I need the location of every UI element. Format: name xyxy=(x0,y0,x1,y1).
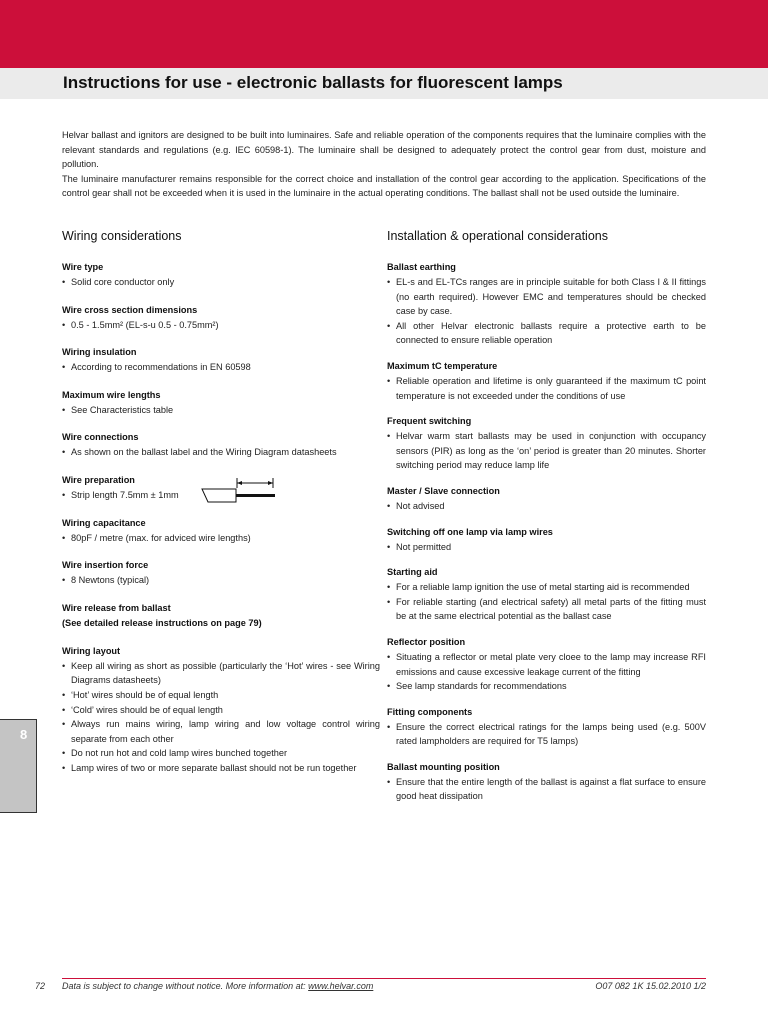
list-item: • Helvar warm start ballasts may be used in conjunction with occupancy sensors (PIR) as long as the ‘on’ period is greater than 20 minutes. Shorter switching period may reduce lamp life xyxy=(387,429,706,473)
subsection-title: Reflector position xyxy=(387,636,466,647)
chapter-number: 8 xyxy=(20,727,28,742)
footer-notice-text: Data is subject to change without notice. More information at: xyxy=(62,981,309,991)
list-item: • Do not run hot and cold lamp wires bunched together xyxy=(62,746,380,761)
subsection-title: Ballast mounting position xyxy=(387,761,500,772)
subsection-title: Wire cross section dimensions xyxy=(62,304,198,315)
list-item: • Lamp wires of two or more separate ballast should not be run together xyxy=(62,761,380,776)
list-item: • 8 Newtons (typical) xyxy=(62,573,380,588)
list-item: • 80pF / metre (max. for adviced wire lengths) xyxy=(62,531,380,546)
section-heading: Installation & operational considerations xyxy=(387,229,608,243)
subsection-title: Wire preparation xyxy=(62,474,135,485)
list-item: • See Characteristics table xyxy=(62,403,380,418)
subsection-title-note: (See detailed release instructions on page 79) xyxy=(62,617,262,628)
footer-notice xyxy=(62,981,373,991)
wiring-layout-section xyxy=(62,644,380,776)
subsection-title: Wire type xyxy=(62,262,104,272)
list-item: • According to recommendations in EN 60598 xyxy=(62,360,380,375)
list-item: • Always run mains wiring, lamp wiring and low voltage control wiring separate from each other xyxy=(62,717,380,746)
list-item: • See lamp standards for recommendations xyxy=(387,679,706,694)
wiring-considerations-column xyxy=(62,229,380,789)
intro-paragraph: Helvar ballast and ignitors are designed to be built into luminaires. Safe and reliable operation of the components requires that the luminaire complies with the relevant standards and regulations (e.g. IEC 60598-1). The luminaire shall be designed to adequately protect the control gear from dust, moisture and pollution. xyxy=(62,130,706,170)
list-item: • For reliable starting (and electrical safety) all metal parts of the fitting must be at the same electrical potential as the ballast case xyxy=(387,595,706,624)
subsection-title: Wiring insulation xyxy=(62,347,137,358)
chapter-tab xyxy=(0,719,37,813)
document-code: O07 082 1K 15.02.2010 1/2 xyxy=(595,981,706,991)
wire-insertion-force-section xyxy=(62,558,380,588)
list-item: • Keep all wiring as short as possible (particularly the ‘Hot’ wires - see Wiring Diagrams datasheets) xyxy=(62,659,380,688)
wire-cross-section xyxy=(62,303,380,333)
subsection-title: Wiring capacitance xyxy=(62,517,146,528)
switching-off-lamp-section xyxy=(387,525,706,555)
fitting-components-section xyxy=(387,705,706,749)
list-item: • ‘Hot’ wires should be of equal length xyxy=(62,688,380,703)
wire-strip-diagram xyxy=(198,476,278,506)
subsection-title: Frequent switching xyxy=(387,416,472,427)
reflector-position-section xyxy=(387,635,706,694)
starting-aid-section xyxy=(387,565,706,624)
list-item: • As shown on the ballast label and the Wiring Diagram datasheets xyxy=(62,445,380,460)
ballast-mounting-section xyxy=(387,760,706,804)
list-item: • EL-s and EL-TCs ranges are in principle suitable for both Class I & II fittings (no earth required). However EMC and temperatures should be checked case by case. xyxy=(387,275,706,319)
subsection-title: Maximum tC temperature xyxy=(387,360,498,371)
list-item: • Solid core conductor only xyxy=(62,275,380,290)
footer-divider xyxy=(62,978,706,979)
list-item: • 0.5 - 1.5mm² (EL-s-u 0.5 - 0.75mm²) xyxy=(62,318,380,333)
subsection-title: Wire connections xyxy=(62,432,139,443)
wire-release-section xyxy=(62,601,380,631)
wire-preparation-section xyxy=(62,473,380,503)
frequent-switching-section xyxy=(387,414,706,473)
wire-connections-section xyxy=(62,430,380,460)
page-title: Instructions for use - electronic ballasts for fluorescent lamps xyxy=(63,73,563,92)
master-slave-section xyxy=(387,484,706,514)
max-tc-temperature-section xyxy=(387,359,706,403)
list-item: • Ensure the correct electrical ratings for the lamps being used (e.g. 500V rated lampholders are required for T5 lamps) xyxy=(387,720,706,749)
list-item: • For a reliable lamp ignition the use of metal starting aid is recommended xyxy=(387,580,706,595)
intro-paragraph: The luminaire manufacturer remains responsible for the correct choice and installation of the control gear according to the application. Specifications of the control gear shall not be exceeded when it is used in the luminaire in the actual operating conditions. The ballast shall not be used outside the luminaire. xyxy=(62,173,706,199)
wire-type-section xyxy=(62,260,380,290)
ballast-earthing-section xyxy=(387,260,706,348)
subsection-title: Ballast earthing xyxy=(387,262,456,272)
installation-considerations-column xyxy=(387,229,706,815)
title-band xyxy=(0,68,768,99)
intro-text xyxy=(62,128,706,201)
max-wire-lengths-section xyxy=(62,388,380,418)
wiring-capacitance-section xyxy=(62,516,380,546)
list-item: • Not advised xyxy=(387,499,706,514)
list-item: • ‘Cold’ wires should be of equal length xyxy=(62,703,380,718)
list-item: • Ensure that the entire length of the ballast is against a flat surface to ensure good heat dissipation xyxy=(387,775,706,804)
wiring-insulation-section xyxy=(62,345,380,375)
list-item: • Not permitted xyxy=(387,540,706,555)
list-item: • Strip length 7.5mm ± 1mm xyxy=(62,488,380,503)
section-heading: Wiring considerations xyxy=(62,229,182,243)
subsection-title: Fitting components xyxy=(387,706,473,717)
subsection-title: Wire release from ballast xyxy=(62,602,171,613)
page-number: 72 xyxy=(35,981,46,991)
header-red-band xyxy=(0,0,768,68)
subsection-title: Wire insertion force xyxy=(62,560,149,571)
subsection-title: Switching off one lamp via lamp wires xyxy=(387,526,553,537)
list-item: • All other Helvar electronic ballasts require a protective earth to be connected to ensure reliable operation xyxy=(387,319,706,348)
subsection-title: Wiring layout xyxy=(62,645,121,656)
subsection-title: Maximum wire lengths xyxy=(62,389,161,400)
list-item: • Reliable operation and lifetime is only guaranteed if the maximum tC point temperature is not exceeded under the conditions of use xyxy=(387,374,706,403)
helvar-link[interactable]: www.helvar.com xyxy=(308,981,374,991)
subsection-title: Master / Slave connection xyxy=(387,485,500,496)
subsection-title: Starting aid xyxy=(387,567,438,578)
list-item: • Situating a reflector or metal plate very cloee to the lamp may increase RFI emissions and cause excessive leakage current of the fitting xyxy=(387,650,706,679)
